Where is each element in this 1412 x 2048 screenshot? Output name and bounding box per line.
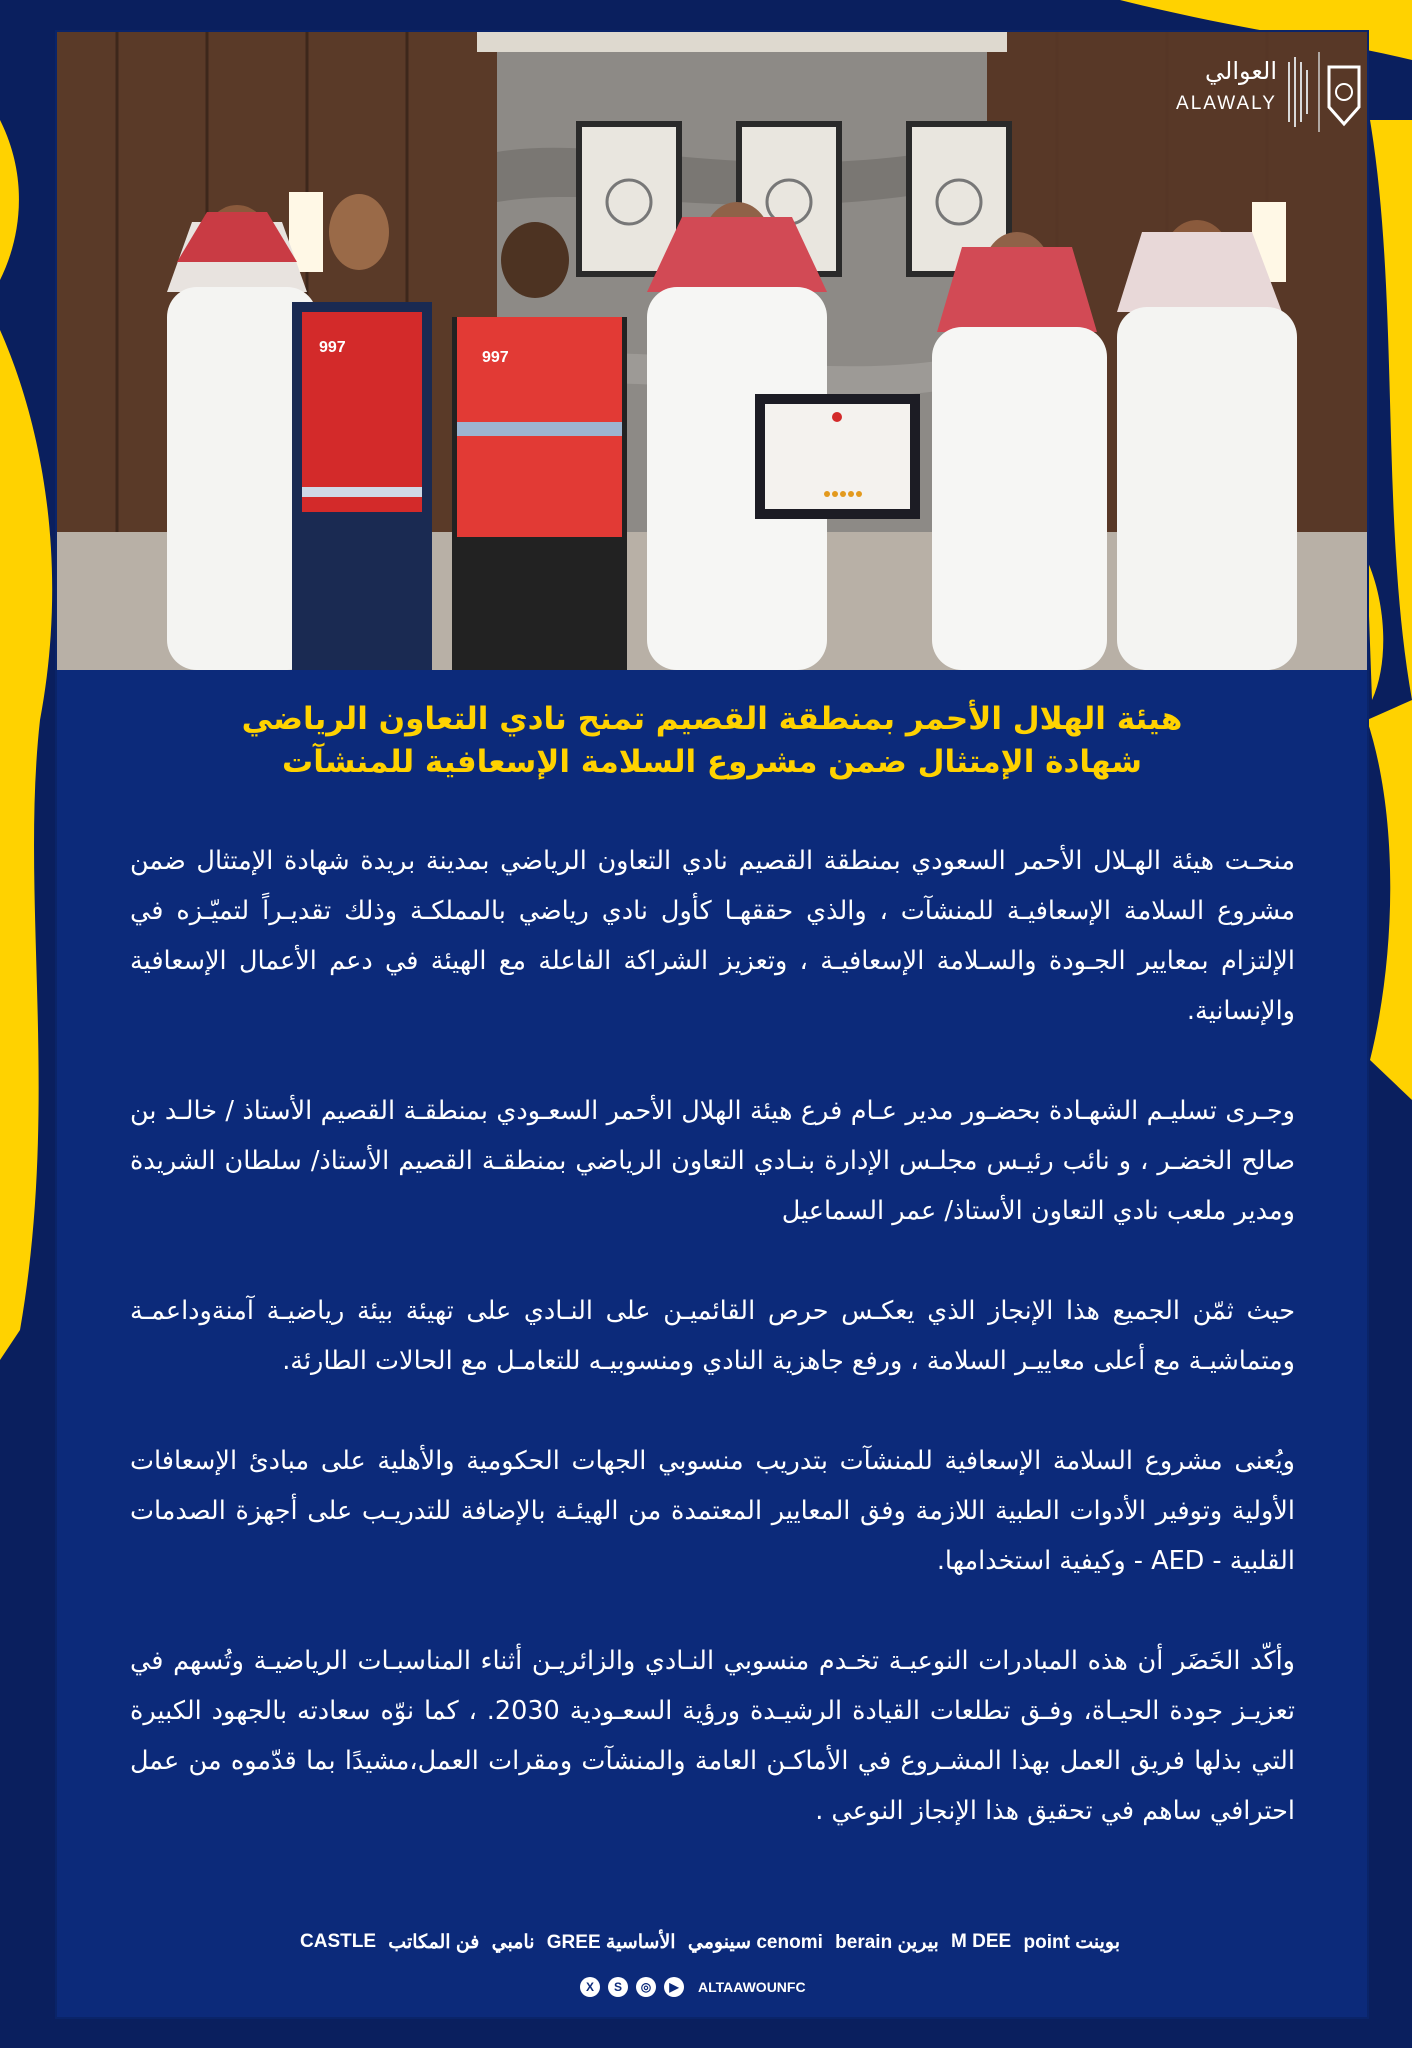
paragraph-4: ويُعنى مشروع السلامة الإسعافية للمنشآت بتدريب منسوبي الجهات الحكومية والأهلية على مبادئ الإسعافات الأولية وتوفير الأدوات الطبية اللازمة وفق المعايير المعتمدة من الهيئـة بالإضافة للتدريـب على أجهزة الصدمات القلبية - AED - وكيفية استخدامها. (130, 1446, 1295, 1576)
sponsor-cenomi: سينومي cenomi (687, 1931, 823, 1953)
social-handle[interactable]: ALTAAWOUNFC (698, 1979, 806, 1995)
sponsor-mdee: M DEE (951, 1931, 1012, 1952)
sponsor-gree: GREE الأساسية (546, 1931, 676, 1953)
headline-line-2: شهادة الإمتثال ضمن مشروع السلامة الإسعافية للمنشآت (282, 744, 1142, 780)
paragraph-3: حيث ثمّن الجميع هذا الإنجاز الذي يعكـس حرص القائميـن على النـادي على تهيئة بيئة رياضيـة آمنةوداعمـة ومتماشيـة مع أعلى معاييـر السلامة ، ورفع جاهزية النادي ومنسوبيـه للتعامـل مع الحالات الطارئة. (130, 1296, 1295, 1376)
sponsor-point: point بوينت (1023, 1931, 1120, 1953)
instagram-icon[interactable]: ◎ (636, 1977, 656, 1997)
ceremony-photo (57, 32, 1367, 670)
social-links (580, 1972, 806, 2002)
snapchat-icon[interactable]: S (608, 1977, 628, 1997)
sponsor-berain: berain بيرين (835, 1931, 939, 1953)
youtube-icon[interactable]: ▶ (664, 1977, 684, 1997)
sponsor-logo (1037, 32, 1367, 152)
x-icon[interactable]: X (580, 1977, 600, 1997)
sponsor-nambi: نامبي (491, 1931, 535, 1953)
logo-latin: ALAWALY (1176, 93, 1277, 114)
vest-number-2: 997 (482, 349, 509, 366)
club-crest-icon (1329, 67, 1359, 124)
headline (57, 698, 1367, 784)
sponsor-office-art: فن المكاتب (388, 1931, 480, 1953)
paragraph-1: منحـت هيئة الهـلال الأحمر السعودي بمنطقة القصيم نادي التعاون الرياضي بمدينة بريدة شهادة الإمتثال ضمن مشروع السلامة الإسعافيـة للمنشآت ، والذي حققهـا كأول نادي رياضي بالمملكـة وذلك تقديـراً لتميّـزه في الإلتزام بمعايير الجـودة والسـلامة الإسعافيـة ، وتعزيز الشراكة الفاعلة مع الهيئة في دعم الأعمال الإسعافية والإنسانية. (130, 846, 1295, 1026)
logo-arabic: العوالي (1205, 57, 1277, 85)
headline-line-1: هيئة الهلال الأحمر بمنطقة القصيم تمنح نادي التعاون الرياضي (241, 701, 1183, 737)
paragraph-2: وجـرى تسليـم الشهـادة بحضـور مدير عـام فرع هيئة الهلال الأحمر السعـودي بمنطقـة القصيم الأستاذ / خالـد بن صالح الخضـر ، و نائب رئيـس مجلـس الإدارة بنـادي التعاون الرياضي بمنطقـة القصيم الأستاذ/ سلطان الشريدة ومدير ملعب نادي التعاون الأستاذ/ عمر السماعيل (130, 1096, 1295, 1226)
article-body (130, 836, 1295, 1886)
paragraph-5: وأكّد الخَضَر أن هذه المبادرات النوعيـة تخـدم منسوبي النـادي والزائريـن أثناء المناسبـات الرياضيـة وتُسهم في تعزيـز جودة الحيـاة، وفـق تطلعات القيادة الرشيـدة ورؤية السعـودية 2030. ، كما نوّه سعادته بالجهود الكبيرة التي بذلها فريق العمل بهذا المشـروع في الأماكـن العامة والمنشآت ومقرات العمل،مشيدًا بما قدّموه من عمل احترافي ساهم في تحقيق هذا الإنجاز النوعي . (130, 1646, 1296, 1826)
sponsor-castle: CASTLE (300, 1931, 376, 1952)
sponsor-strip (300, 1922, 1120, 1962)
vest-number-1: 997 (319, 339, 346, 356)
